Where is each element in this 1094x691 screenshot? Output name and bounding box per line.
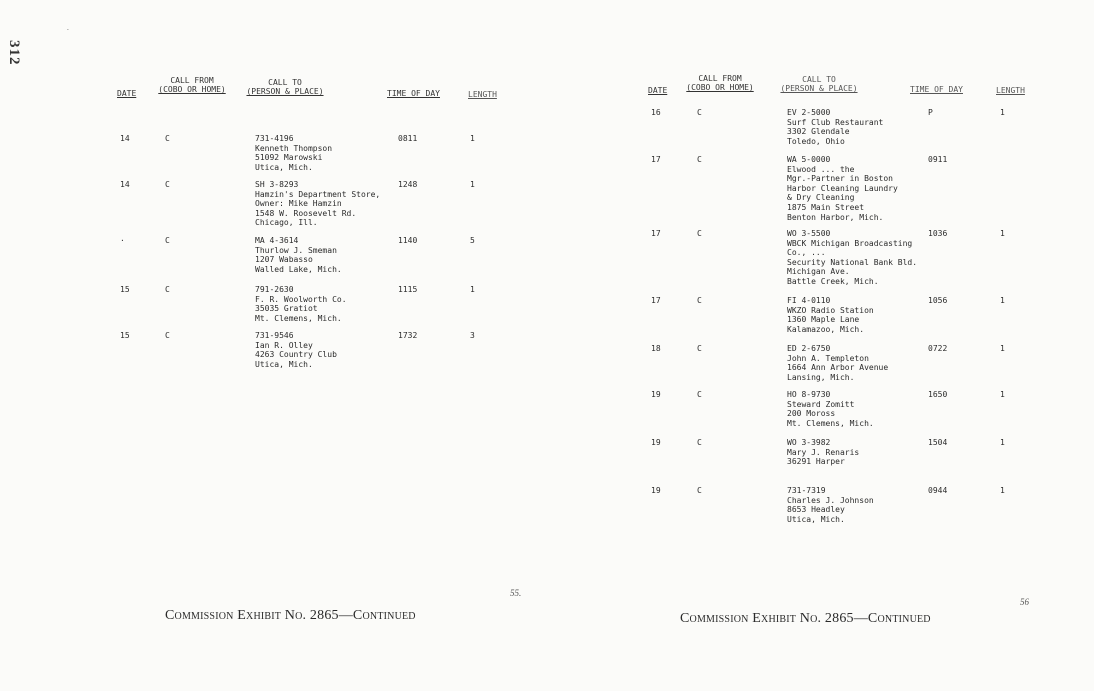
right-row-5-date: 19 xyxy=(651,390,661,399)
right-row-1-time: 0911 xyxy=(928,155,948,164)
right-row-1-call-to xyxy=(787,155,898,222)
right-row-7-length: 1 xyxy=(1000,486,1005,495)
left-row-3-line-1: F. R. Woolworth Co. xyxy=(255,294,347,304)
left-row-3-length: 1 xyxy=(470,285,475,294)
right-row-6-line-2: 36291 Harper xyxy=(787,457,845,467)
right-row-3-date: 17 xyxy=(651,296,661,305)
right-row-7-line-3: Utica, Mich. xyxy=(787,514,845,524)
left-row-2-call-to xyxy=(255,236,342,274)
right-row-1-line-0: WA 5-0000 xyxy=(787,155,831,164)
right-row-2-date: 17 xyxy=(651,229,661,238)
right-row-1-line-6: Benton Harbor, Mich. xyxy=(787,212,884,222)
right-row-6-length: 1 xyxy=(1000,438,1005,447)
left-row-2-time: 1140 xyxy=(398,236,418,245)
right-row-2-line-0: WO 3-5500 xyxy=(787,229,831,238)
left-row-3-line-3: Mt. Clemens, Mich. xyxy=(255,313,342,323)
left-row-1-line-0: SH 3-8293 xyxy=(255,180,299,189)
right-row-0-line-2: 3302 Glendale xyxy=(787,127,850,137)
left-row-1-call-from: C xyxy=(165,180,170,189)
right-row-1-line-2: Mgr.-Partner in Boston xyxy=(787,174,893,184)
left-row-4-length: 3 xyxy=(470,331,475,340)
left-row-1-call-to xyxy=(255,180,380,228)
right-row-4-line-0: ED 2-6750 xyxy=(787,344,831,353)
left-row-0-line-1: Kenneth Thompson xyxy=(255,143,333,153)
right-row-0-line-0: EV 2-5000 xyxy=(787,108,831,117)
right-row-6-time: 1504 xyxy=(928,438,948,447)
left-header-time: TIME OF DAY xyxy=(387,89,440,98)
left-row-0-call-to xyxy=(255,134,332,172)
right-row-0-line-3: Toledo, Ohio xyxy=(787,136,845,146)
right-row-1-line-4: & Dry Cleaning xyxy=(787,193,855,203)
right-row-7-call-from: C xyxy=(697,486,702,495)
right-row-3-line-1: WKZO Radio Station xyxy=(787,305,874,315)
right-row-5-line-2: 200 Moross xyxy=(787,409,836,419)
right-row-1-line-1: Elwood ... the xyxy=(787,164,855,174)
right-row-0-call-to xyxy=(787,108,883,146)
right-row-1-call-from: C xyxy=(697,155,702,164)
right-row-5-length: 1 xyxy=(1000,390,1005,399)
left-row-2-date: · xyxy=(120,236,125,245)
left-row-0-date: 14 xyxy=(120,134,130,143)
right-row-3-call-from: C xyxy=(697,296,702,305)
right-row-5-line-1: Steward Zomitt xyxy=(787,399,855,409)
right-row-0-time: P xyxy=(928,108,933,117)
left-row-3-time: 1115 xyxy=(398,285,418,294)
right-row-2-time: 1036 xyxy=(928,229,948,238)
left-row-1-line-4: Chicago, Ill. xyxy=(255,218,318,228)
right-row-2-line-5: Battle Creek, Mich. xyxy=(787,276,879,286)
right-row-7-line-0: 731-7319 xyxy=(787,486,826,495)
right-row-4-date: 18 xyxy=(651,344,661,353)
left-row-4-time: 1732 xyxy=(398,331,418,340)
right-row-3-line-2: 1360 Maple Lane xyxy=(787,315,860,325)
left-row-0-time: 0811 xyxy=(398,134,418,143)
left-row-0-line-2: 51092 Marowski xyxy=(255,153,323,163)
left-row-2-call-from: C xyxy=(165,236,170,245)
right-row-1-line-5: 1875 Main Street xyxy=(787,202,865,212)
left-row-3-call-to xyxy=(255,285,347,323)
right-header-time: TIME OF DAY xyxy=(910,85,963,94)
left-row-0-line-3: Utica, Mich. xyxy=(255,162,313,172)
right-row-6-call-from: C xyxy=(697,438,702,447)
left-row-4-date: 15 xyxy=(120,331,130,340)
right-row-6-line-1: Mary J. Renaris xyxy=(787,447,860,457)
left-row-1-line-2: Owner: Mike Hamzin xyxy=(255,199,342,209)
tick-mark: - xyxy=(66,26,70,33)
right-row-1-date: 17 xyxy=(651,155,661,164)
right-header-length: LENGTH xyxy=(996,86,1025,95)
right-row-2-line-2: Co., ... xyxy=(787,248,826,258)
right-row-5-line-0: HO 8-9730 xyxy=(787,390,831,399)
right-row-7-line-2: 8653 Headley xyxy=(787,505,845,515)
left-row-2-line-1: Thurlow J. Smeman xyxy=(255,245,337,255)
right-row-0-line-1: Surf Club Restaurant xyxy=(787,117,884,127)
left-row-4-line-3: Utica, Mich. xyxy=(255,359,313,369)
left-row-3-line-2: 35035 Gratiot xyxy=(255,304,318,314)
right-row-7-line-1: Charles J. Johnson xyxy=(787,495,874,505)
left-row-2-line-3: Walled Lake, Mich. xyxy=(255,264,342,274)
left-header-length: LENGTH xyxy=(468,90,497,99)
right-row-6-line-0: WO 3-3982 xyxy=(787,438,831,447)
left-row-3-line-0: 791-2630 xyxy=(255,285,294,294)
right-row-7-time: 0944 xyxy=(928,486,948,495)
right-row-3-line-3: Kalamazoo, Mich. xyxy=(787,324,865,334)
right-page-mark: 56 xyxy=(1020,597,1029,607)
page-number: 312 xyxy=(6,40,22,66)
right-row-2-length: 1 xyxy=(1000,229,1005,238)
right-row-4-line-2: 1664 Ann Arbor Avenue xyxy=(787,363,889,373)
right-caption: Commission Exhibit No. 2865—Continued xyxy=(680,611,931,626)
left-row-2-length: 5 xyxy=(470,236,475,245)
right-header-call-to: CALL TO (PERSON & PLACE) xyxy=(780,75,858,93)
left-header-date: DATE xyxy=(117,89,137,98)
left-row-4-line-1: Ian R. Olley xyxy=(255,340,313,350)
left-row-3-call-from: C xyxy=(165,285,170,294)
right-row-5-time: 1650 xyxy=(928,390,948,399)
left-row-2-line-2: 1207 Wabasso xyxy=(255,255,313,265)
left-row-1-line-1: Hamzin's Department Store, xyxy=(255,189,381,199)
left-row-0-call-from: C xyxy=(165,134,170,143)
left-row-3-date: 15 xyxy=(120,285,130,294)
right-row-3-call-to xyxy=(787,296,874,334)
right-row-5-line-3: Mt. Clemens, Mich. xyxy=(787,418,874,428)
left-row-4-line-0: 731-9546 xyxy=(255,331,294,340)
left-header-call-from: CALL FROM (COBO OR HOME) xyxy=(158,76,226,94)
right-row-4-line-3: Lansing, Mich. xyxy=(787,372,855,382)
left-row-1-date: 14 xyxy=(120,180,130,189)
right-row-6-date: 19 xyxy=(651,438,661,447)
left-row-4-call-to xyxy=(255,331,337,369)
right-row-2-line-4: Michigan Ave. xyxy=(787,267,850,277)
right-row-2-call-from: C xyxy=(697,229,702,238)
left-row-0-line-0: 731-4196 xyxy=(255,134,294,143)
right-row-3-length: 1 xyxy=(1000,296,1005,305)
right-row-2-line-1: WBCK Michigan Broadcasting xyxy=(787,238,913,248)
left-row-4-call-from: C xyxy=(165,331,170,340)
left-caption: Commission Exhibit No. 2865—Continued xyxy=(165,608,416,623)
right-row-3-time: 1056 xyxy=(928,296,948,305)
left-row-2-line-0: MA 4-3614 xyxy=(255,236,299,245)
right-row-4-line-1: John A. Templeton xyxy=(787,353,869,363)
right-row-4-length: 1 xyxy=(1000,344,1005,353)
right-row-3-line-0: FI 4-0110 xyxy=(787,296,831,305)
left-page-mark: 55. xyxy=(510,588,522,598)
left-row-0-length: 1 xyxy=(470,134,475,143)
left-row-1-line-3: 1548 W. Roosevelt Rd. xyxy=(255,208,357,218)
left-row-1-time: 1248 xyxy=(398,180,418,189)
right-row-0-length: 1 xyxy=(1000,108,1005,117)
right-row-4-call-from: C xyxy=(697,344,702,353)
right-row-0-date: 16 xyxy=(651,108,661,117)
right-row-5-call-to xyxy=(787,390,874,428)
left-row-1-length: 1 xyxy=(470,180,475,189)
right-row-2-call-to xyxy=(787,229,917,287)
right-row-4-time: 0722 xyxy=(928,344,948,353)
right-row-0-call-from: C xyxy=(697,108,702,117)
right-row-2-line-3: Security National Bank Bld. xyxy=(787,257,918,267)
right-row-1-line-3: Harbor Cleaning Laundry xyxy=(787,183,898,193)
right-row-6-call-to xyxy=(787,438,859,467)
right-row-7-date: 19 xyxy=(651,486,661,495)
left-row-4-line-2: 4263 Country Club xyxy=(255,350,337,360)
right-row-7-call-to xyxy=(787,486,874,524)
right-row-5-call-from: C xyxy=(697,390,702,399)
right-header-call-from: CALL FROM (COBO OR HOME) xyxy=(686,74,754,92)
right-header-date: DATE xyxy=(648,86,668,95)
right-row-4-call-to xyxy=(787,344,888,382)
left-header-call-to: CALL TO (PERSON & PLACE) xyxy=(246,78,324,96)
